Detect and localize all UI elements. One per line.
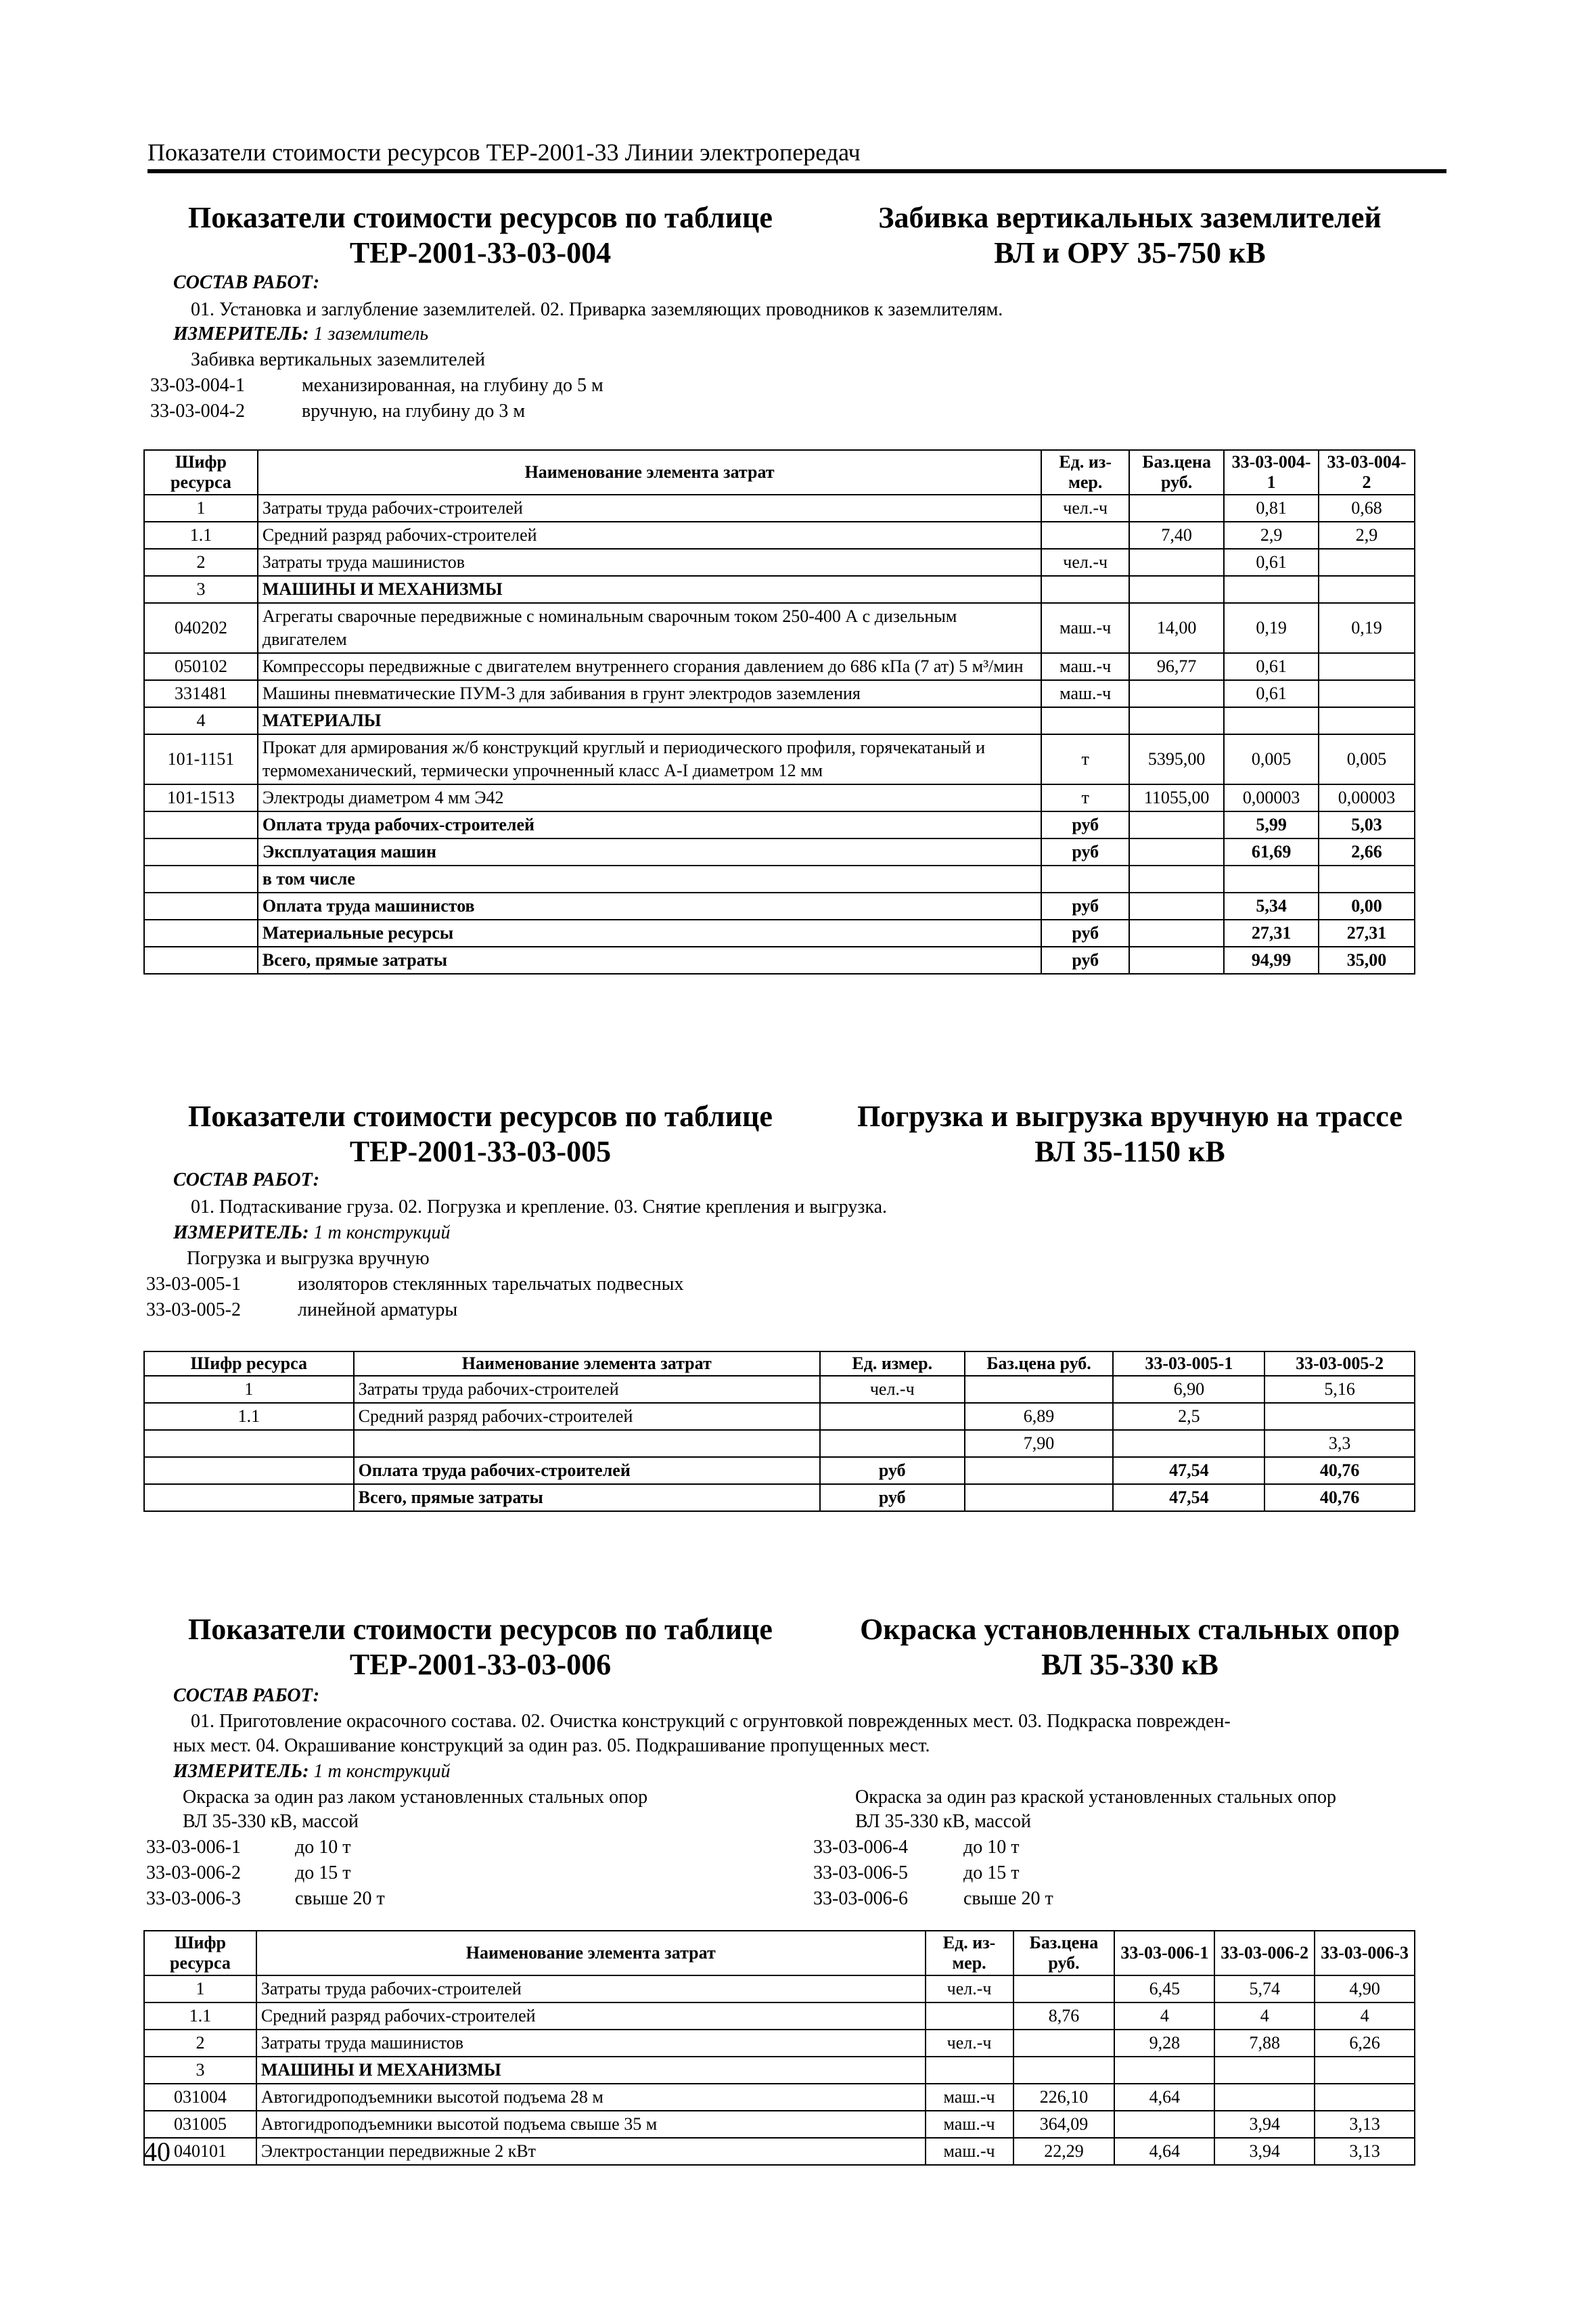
table-header-cell: Ед. из-мер. bbox=[926, 1931, 1013, 1975]
section1-izm-value: 1 заземлитель bbox=[313, 323, 429, 344]
section3-sostav-text-2: ных мест. 04. Окрашивание конструкций за один раз. 05. Подкрашивание пропущенных мест. bbox=[173, 1735, 930, 1756]
table-cell bbox=[1224, 866, 1319, 893]
table-cell: 0,19 bbox=[1224, 603, 1319, 653]
table-cell bbox=[965, 1457, 1114, 1484]
table-header-cell: Ед. измер. bbox=[820, 1351, 965, 1376]
table-cell bbox=[1129, 707, 1224, 734]
table-cell bbox=[926, 2057, 1013, 2084]
table-cell bbox=[1319, 653, 1415, 680]
table-cell: 4,64 bbox=[1114, 2084, 1214, 2111]
table-header-cell: 33-03-006-1 bbox=[1114, 1931, 1214, 1975]
table-cell bbox=[1041, 866, 1129, 893]
table-cell: 35,00 bbox=[1319, 947, 1415, 974]
section3-code-2-desc: до 15 т bbox=[295, 1862, 351, 1883]
table-cell: чел.-ч bbox=[1041, 495, 1129, 522]
table-cell: 1 bbox=[144, 495, 258, 522]
table-cell: чел.-ч bbox=[820, 1376, 965, 1403]
table-cell: 11055,00 bbox=[1129, 784, 1224, 811]
section3-code-2: 33-03-006-2 bbox=[146, 1862, 241, 1883]
table-cell: 3,13 bbox=[1315, 2111, 1415, 2138]
table-row bbox=[144, 2057, 1415, 2084]
table-cell: 2 bbox=[144, 549, 258, 576]
table-cell: Прокат для армирования ж/б конструкций круглый и периодического профиля, горячекатаный и термомеханический, термически упрочненный класс А-I диаметром 12 мм bbox=[258, 734, 1041, 784]
table-cell: МАШИНЫ И МЕХАНИЗМЫ bbox=[258, 576, 1041, 603]
page-header: Показатели стоимости ресурсов ТЕР-2001-33 Линии электропередач bbox=[147, 139, 861, 166]
table-cell bbox=[965, 1376, 1114, 1403]
section3-title-left-line1: Показатели стоимости ресурсов по таблице bbox=[188, 1613, 773, 1646]
table-cell: Машины пневматические ПУМ-3 для забивания в грунт электродов заземления bbox=[258, 680, 1041, 707]
table-cell: 9,28 bbox=[1114, 2030, 1214, 2057]
table-cell: Затраты труда машинистов bbox=[258, 549, 1041, 576]
table-cell: 1.1 bbox=[144, 1403, 354, 1430]
section3-group-right-1: Окраска за один раз краской установленных стальных опор bbox=[855, 1787, 1336, 1808]
section1-title-right-line1: Забивка вертикальных заземлителей bbox=[878, 201, 1382, 234]
table-row bbox=[144, 2084, 1415, 2111]
table-cell: 101-1151 bbox=[144, 734, 258, 784]
header-rule bbox=[147, 169, 1446, 173]
table-cell: Электростанции передвижные 2 кВт bbox=[256, 2138, 926, 2165]
table-cell bbox=[1264, 1403, 1415, 1430]
table-cell bbox=[144, 893, 258, 920]
table-cell bbox=[144, 1457, 354, 1484]
section3-table bbox=[143, 1930, 1415, 2166]
section3-code-5: 33-03-006-5 bbox=[813, 1862, 908, 1883]
section3-title-left-line2: ТЕР-2001-33-03-006 bbox=[349, 1648, 612, 1681]
table-cell: Средний разряд рабочих-строителей bbox=[256, 2002, 926, 2030]
table-cell: 050102 bbox=[144, 653, 258, 680]
section2-title-left bbox=[176, 1099, 785, 1169]
section2-table bbox=[143, 1351, 1415, 1512]
table-cell: 22,29 bbox=[1013, 2138, 1115, 2165]
table-cell bbox=[1129, 920, 1224, 947]
table-row bbox=[144, 1457, 1415, 1484]
table-cell: руб bbox=[1041, 893, 1129, 920]
table-cell: МАТЕРИАЛЫ bbox=[258, 707, 1041, 734]
table-cell: 7,88 bbox=[1214, 2030, 1315, 2057]
table-cell: 3,13 bbox=[1315, 2138, 1415, 2165]
table-cell: Средний разряд рабочих-строителей bbox=[354, 1403, 820, 1430]
section3-group-left-2: ВЛ 35-330 кВ, массой bbox=[183, 1811, 359, 1832]
table-cell: 226,10 bbox=[1013, 2084, 1115, 2111]
table-cell: 3,94 bbox=[1214, 2138, 1315, 2165]
table-cell: маш.-ч bbox=[926, 2084, 1013, 2111]
table-cell: 2 bbox=[144, 2030, 256, 2057]
table-row bbox=[144, 653, 1415, 680]
section2-code-1: 33-03-005-1 bbox=[146, 1274, 241, 1295]
section2-title-left-line2: ТЕР-2001-33-03-005 bbox=[349, 1135, 612, 1168]
table-cell: 6,89 bbox=[965, 1403, 1114, 1430]
table-cell bbox=[1315, 2057, 1415, 2084]
section1-title-right bbox=[839, 200, 1421, 271]
table-cell bbox=[144, 1484, 354, 1511]
table-cell bbox=[1041, 576, 1129, 603]
section3-izm-label: ИЗМЕРИТЕЛЬ: bbox=[173, 1761, 309, 1782]
table-cell: 6,26 bbox=[1315, 2030, 1415, 2057]
table-cell: в том числе bbox=[258, 866, 1041, 893]
table-header-cell: Наименование элемента затрат bbox=[258, 450, 1041, 495]
table-header-cell: Баз.цена руб. bbox=[965, 1351, 1114, 1376]
table-cell bbox=[1319, 549, 1415, 576]
section3-code-4-desc: до 10 т bbox=[963, 1837, 1020, 1858]
table-row bbox=[144, 1430, 1415, 1457]
table-cell: чел.-ч bbox=[926, 1975, 1013, 2002]
table-cell: 5,99 bbox=[1224, 811, 1319, 838]
table-header-cell: Наименование элемента затрат bbox=[256, 1931, 926, 1975]
section3-group-right-2: ВЛ 35-330 кВ, массой bbox=[855, 1811, 1031, 1832]
section2-group-title: Погрузка и выгрузка вручную bbox=[187, 1248, 430, 1269]
table-row bbox=[144, 522, 1415, 549]
table-cell bbox=[144, 1430, 354, 1457]
table-cell: 4,64 bbox=[1114, 2138, 1214, 2165]
page-number: 40 bbox=[143, 2136, 170, 2167]
table-cell: 61,69 bbox=[1224, 838, 1319, 866]
section2-title-right-line2: ВЛ 35-1150 кВ bbox=[1034, 1135, 1225, 1168]
table-header-cell: 33-03-006-2 bbox=[1214, 1931, 1315, 1975]
table-cell: т bbox=[1041, 784, 1129, 811]
table-cell: 3,3 bbox=[1264, 1430, 1415, 1457]
table-row bbox=[144, 707, 1415, 734]
table-cell: 7,90 bbox=[965, 1430, 1114, 1457]
table-cell bbox=[1129, 838, 1224, 866]
table-cell: 94,99 bbox=[1224, 947, 1319, 974]
table-header-cell: 33-03-004-1 bbox=[1224, 450, 1319, 495]
table-cell: 2,66 bbox=[1319, 838, 1415, 866]
section3-code-6-desc: свыше 20 т bbox=[963, 1888, 1053, 1909]
table-cell: 0,005 bbox=[1224, 734, 1319, 784]
table-cell bbox=[144, 838, 258, 866]
table-cell: 1 bbox=[144, 1376, 354, 1403]
table-cell: маш.-ч bbox=[926, 2111, 1013, 2138]
table-cell bbox=[144, 866, 258, 893]
table-row bbox=[144, 549, 1415, 576]
table-header-cell: Баз.цена руб. bbox=[1013, 1931, 1115, 1975]
table-header-cell: 33-03-005-1 bbox=[1113, 1351, 1264, 1376]
table-cell bbox=[1319, 866, 1415, 893]
table-cell bbox=[354, 1430, 820, 1457]
table-cell: Компрессоры передвижные с двигателем внутреннего сгорания давлением до 686 кПа (7 ат) 5 м³/мин bbox=[258, 653, 1041, 680]
table-cell: 7,40 bbox=[1129, 522, 1224, 549]
table-cell bbox=[1129, 680, 1224, 707]
table-row bbox=[144, 1376, 1415, 1403]
table-cell bbox=[1214, 2057, 1315, 2084]
section1-code-1: 33-03-004-1 bbox=[150, 375, 245, 396]
section1-code-2: 33-03-004-2 bbox=[150, 401, 245, 422]
table-cell: 6,45 bbox=[1114, 1975, 1214, 2002]
table-row bbox=[144, 2030, 1415, 2057]
table-cell: т bbox=[1041, 734, 1129, 784]
table-cell bbox=[1013, 2030, 1115, 2057]
section3-title-right bbox=[839, 1612, 1421, 1682]
table-cell bbox=[144, 920, 258, 947]
table-cell bbox=[1224, 707, 1319, 734]
section2-code-2-desc: линейной арматуры bbox=[298, 1299, 458, 1320]
table-row bbox=[144, 2138, 1415, 2165]
section3-title-left bbox=[176, 1612, 785, 1682]
section1-sostav-label: СОСТАВ РАБОТ: bbox=[173, 272, 320, 293]
section2-sostav-text: 01. Подтаскивание груза. 02. Погрузка и крепление. 03. Снятие крепления и выгрузка. bbox=[191, 1196, 888, 1217]
section1-title-left-line2: ТЕР-2001-33-03-004 bbox=[349, 236, 612, 269]
table-cell: 5,74 bbox=[1214, 1975, 1315, 2002]
section3-code-1-desc: до 10 т bbox=[295, 1837, 351, 1858]
section3-code-6: 33-03-006-6 bbox=[813, 1888, 908, 1909]
table-row bbox=[144, 576, 1415, 603]
table-row bbox=[144, 1975, 1415, 2002]
table-header-cell: Наименование элемента затрат bbox=[354, 1351, 820, 1376]
table-cell bbox=[1129, 947, 1224, 974]
table-row bbox=[144, 920, 1415, 947]
table-cell: руб bbox=[1041, 947, 1129, 974]
section3-sostav-label: СОСТАВ РАБОТ: bbox=[173, 1685, 320, 1706]
table-cell: 3,94 bbox=[1214, 2111, 1315, 2138]
table-cell: 0,00003 bbox=[1319, 784, 1415, 811]
table-cell: руб bbox=[1041, 920, 1129, 947]
table-cell: маш.-ч bbox=[926, 2138, 1013, 2165]
table-row bbox=[144, 1484, 1415, 1511]
section3-izm-value: 1 т конструкций bbox=[313, 1761, 451, 1782]
table-cell: 040101 bbox=[144, 2138, 256, 2165]
table-cell: маш.-ч bbox=[1041, 680, 1129, 707]
table-cell: 4,90 bbox=[1315, 1975, 1415, 2002]
table-row bbox=[144, 680, 1415, 707]
table-row bbox=[144, 947, 1415, 974]
table-header-cell: Шифр ресурса bbox=[144, 1931, 256, 1975]
table-cell: 27,31 bbox=[1224, 920, 1319, 947]
table-cell bbox=[1319, 707, 1415, 734]
table-cell: МАШИНЫ И МЕХАНИЗМЫ bbox=[256, 2057, 926, 2084]
table-cell: Оплата труда машинистов bbox=[258, 893, 1041, 920]
section2-izm-value: 1 т конструкций bbox=[313, 1222, 451, 1243]
table-row bbox=[144, 893, 1415, 920]
table-cell bbox=[1129, 866, 1224, 893]
table-cell bbox=[1129, 495, 1224, 522]
table-row bbox=[144, 866, 1415, 893]
table-cell: Затраты труда рабочих-строителей bbox=[354, 1376, 820, 1403]
table-cell: Оплата труда рабочих-строителей bbox=[354, 1457, 820, 1484]
section1-sostav-text: 01. Установка и заглубление заземлителей. 02. Приварка заземляющих проводников к заземлителям. bbox=[191, 299, 1003, 320]
table-cell: Средний разряд рабочих-строителей bbox=[258, 522, 1041, 549]
table-cell: 101-1513 bbox=[144, 784, 258, 811]
table-cell: 2,5 bbox=[1113, 1403, 1264, 1430]
table-header-cell: Ед. из-мер. bbox=[1041, 450, 1129, 495]
table-cell bbox=[965, 1484, 1114, 1511]
table-row bbox=[144, 734, 1415, 784]
table-cell: Затраты труда рабочих-строителей bbox=[258, 495, 1041, 522]
table-cell: 031005 bbox=[144, 2111, 256, 2138]
table-cell: 5,16 bbox=[1264, 1376, 1415, 1403]
table-cell: 4 bbox=[1114, 2002, 1214, 2030]
table-cell: 0,00003 bbox=[1224, 784, 1319, 811]
table-cell bbox=[1114, 2057, 1214, 2084]
table-cell: 0,61 bbox=[1224, 549, 1319, 576]
table-cell bbox=[1319, 576, 1415, 603]
section2-title-right-line1: Погрузка и выгрузка вручную на трассе bbox=[857, 1100, 1403, 1133]
table-cell: руб bbox=[1041, 838, 1129, 866]
section2-code-2: 33-03-005-2 bbox=[146, 1299, 241, 1320]
table-cell: маш.-ч bbox=[1041, 653, 1129, 680]
table-cell bbox=[1129, 893, 1224, 920]
section2-title-left-line1: Показатели стоимости ресурсов по таблице bbox=[188, 1100, 773, 1133]
table-cell: 0,61 bbox=[1224, 653, 1319, 680]
table-cell bbox=[1113, 1430, 1264, 1457]
table-cell: 0,00 bbox=[1319, 893, 1415, 920]
section3-title-right-line1: Окраска установленных стальных опор bbox=[860, 1613, 1400, 1646]
table-header-cell: Баз.цена руб. bbox=[1129, 450, 1224, 495]
table-row bbox=[144, 603, 1415, 653]
table-cell: руб bbox=[820, 1457, 965, 1484]
table-cell: 0,19 bbox=[1319, 603, 1415, 653]
table-cell: 1.1 bbox=[144, 522, 258, 549]
section2-sostav-label: СОСТАВ РАБОТ: bbox=[173, 1169, 320, 1190]
section3-code-3: 33-03-006-3 bbox=[146, 1888, 241, 1909]
section1-izm-label: ИЗМЕРИТЕЛЬ: bbox=[173, 323, 309, 344]
table-cell: Материальные ресурсы bbox=[258, 920, 1041, 947]
table-cell: 3 bbox=[144, 576, 258, 603]
table-cell: 0,68 bbox=[1319, 495, 1415, 522]
table-cell: 0,81 bbox=[1224, 495, 1319, 522]
table-cell bbox=[144, 947, 258, 974]
table-cell: 0,005 bbox=[1319, 734, 1415, 784]
table-header-cell: Шифр ресурса bbox=[144, 450, 258, 495]
table-cell bbox=[1315, 2084, 1415, 2111]
section2-title-right bbox=[839, 1099, 1421, 1169]
table-cell: Всего, прямые затраты bbox=[258, 947, 1041, 974]
table-cell: 5395,00 bbox=[1129, 734, 1224, 784]
table-header-cell: 33-03-005-2 bbox=[1264, 1351, 1415, 1376]
table-cell: 40,76 bbox=[1264, 1484, 1415, 1511]
table-cell: руб bbox=[1041, 811, 1129, 838]
table-cell: 8,76 bbox=[1013, 2002, 1115, 2030]
table-cell: 1 bbox=[144, 1975, 256, 2002]
table-header-cell: Шифр ресурса bbox=[144, 1351, 354, 1376]
table-cell: 5,03 bbox=[1319, 811, 1415, 838]
table-cell bbox=[820, 1430, 965, 1457]
section2-izm-label: ИЗМЕРИТЕЛЬ: bbox=[173, 1222, 309, 1243]
table-cell: чел.-ч bbox=[926, 2030, 1013, 2057]
table-cell: 2,9 bbox=[1319, 522, 1415, 549]
section1-group-title: Забивка вертикальных заземлителей bbox=[191, 349, 485, 370]
table-cell: чел.-ч bbox=[1041, 549, 1129, 576]
table-header-cell: 33-03-006-3 bbox=[1315, 1931, 1415, 1975]
table-cell: 040202 bbox=[144, 603, 258, 653]
table-row bbox=[144, 838, 1415, 866]
section3-title-right-line2: ВЛ 35-330 кВ bbox=[1041, 1648, 1218, 1681]
table-cell bbox=[1129, 811, 1224, 838]
table-cell bbox=[1114, 2111, 1214, 2138]
table-cell bbox=[1041, 522, 1129, 549]
table-cell: Автогидроподъемники высотой подъема свыше 35 м bbox=[256, 2111, 926, 2138]
table-cell: 2,9 bbox=[1224, 522, 1319, 549]
table-cell bbox=[926, 2002, 1013, 2030]
table-cell bbox=[144, 811, 258, 838]
table-cell: 27,31 bbox=[1319, 920, 1415, 947]
table-row bbox=[144, 2111, 1415, 2138]
table-cell: Затраты труда машинистов bbox=[256, 2030, 926, 2057]
table-cell: 364,09 bbox=[1013, 2111, 1115, 2138]
table-cell: 5,34 bbox=[1224, 893, 1319, 920]
table-cell bbox=[1013, 1975, 1115, 2002]
table-cell: 6,90 bbox=[1113, 1376, 1264, 1403]
table-cell: Оплата труда рабочих-строителей bbox=[258, 811, 1041, 838]
table-row bbox=[144, 1403, 1415, 1430]
table-cell bbox=[1319, 680, 1415, 707]
table-cell: 14,00 bbox=[1129, 603, 1224, 653]
table-cell bbox=[1129, 576, 1224, 603]
table-cell: 031004 bbox=[144, 2084, 256, 2111]
section3-code-3-desc: свыше 20 т bbox=[295, 1888, 385, 1909]
table-cell: Затраты труда рабочих-строителей bbox=[256, 1975, 926, 2002]
section3-code-5-desc: до 15 т bbox=[963, 1862, 1020, 1883]
table-cell: 4 bbox=[1315, 2002, 1415, 2030]
table-cell: 47,54 bbox=[1113, 1457, 1264, 1484]
table-cell: Всего, прямые затраты bbox=[354, 1484, 820, 1511]
table-cell: Электроды диаметром 4 мм Э42 bbox=[258, 784, 1041, 811]
section1-code-1-desc: механизированная, на глубину до 5 м bbox=[302, 375, 603, 396]
table-cell: 3 bbox=[144, 2057, 256, 2084]
table-cell bbox=[1013, 2057, 1115, 2084]
table-cell: Эксплуатация машин bbox=[258, 838, 1041, 866]
table-cell: 4 bbox=[144, 707, 258, 734]
section3-code-1: 33-03-006-1 bbox=[146, 1837, 241, 1858]
table-cell bbox=[1224, 576, 1319, 603]
table-header-cell: 33-03-004-2 bbox=[1319, 450, 1415, 495]
table-cell: Агрегаты сварочные передвижные с номинальным сварочным током 250-400 А с дизельным двигателем bbox=[258, 603, 1041, 653]
section1-title-right-line2: ВЛ и ОРУ 35-750 кВ bbox=[994, 236, 1266, 269]
table-cell bbox=[1214, 2084, 1315, 2111]
section3-sostav-text-1: 01. Приготовление окрасочного состава. 02. Очистка конструкций с огрунтовкой поврежденных мест. 03. Подкраска поврежден- bbox=[191, 1711, 1231, 1732]
table-row bbox=[144, 811, 1415, 838]
table-row bbox=[144, 495, 1415, 522]
table-row bbox=[144, 2002, 1415, 2030]
table-cell bbox=[820, 1403, 965, 1430]
table-cell: 96,77 bbox=[1129, 653, 1224, 680]
section1-title-left bbox=[176, 200, 785, 271]
section1-code-2-desc: вручную, на глубину до 3 м bbox=[302, 401, 526, 422]
table-cell: 0,61 bbox=[1224, 680, 1319, 707]
section2-code-1-desc: изоляторов стеклянных тарельчатых подвесных bbox=[298, 1274, 684, 1295]
table-cell: 47,54 bbox=[1113, 1484, 1264, 1511]
table-cell bbox=[1129, 549, 1224, 576]
table-cell: 4 bbox=[1214, 2002, 1315, 2030]
table-cell: 331481 bbox=[144, 680, 258, 707]
table-cell: 1.1 bbox=[144, 2002, 256, 2030]
table-row bbox=[144, 784, 1415, 811]
section3-group-left-1: Окраска за один раз лаком установленных стальных опор bbox=[183, 1787, 648, 1808]
table-cell: Автогидроподъемники высотой подъема 28 м bbox=[256, 2084, 926, 2111]
section3-code-4: 33-03-006-4 bbox=[813, 1837, 908, 1858]
section1-table bbox=[143, 449, 1415, 975]
table-cell: руб bbox=[820, 1484, 965, 1511]
table-cell: 40,76 bbox=[1264, 1457, 1415, 1484]
table-cell bbox=[1041, 707, 1129, 734]
table-cell: маш.-ч bbox=[1041, 603, 1129, 653]
section1-title-left-line1: Показатели стоимости ресурсов по таблице bbox=[188, 201, 773, 234]
